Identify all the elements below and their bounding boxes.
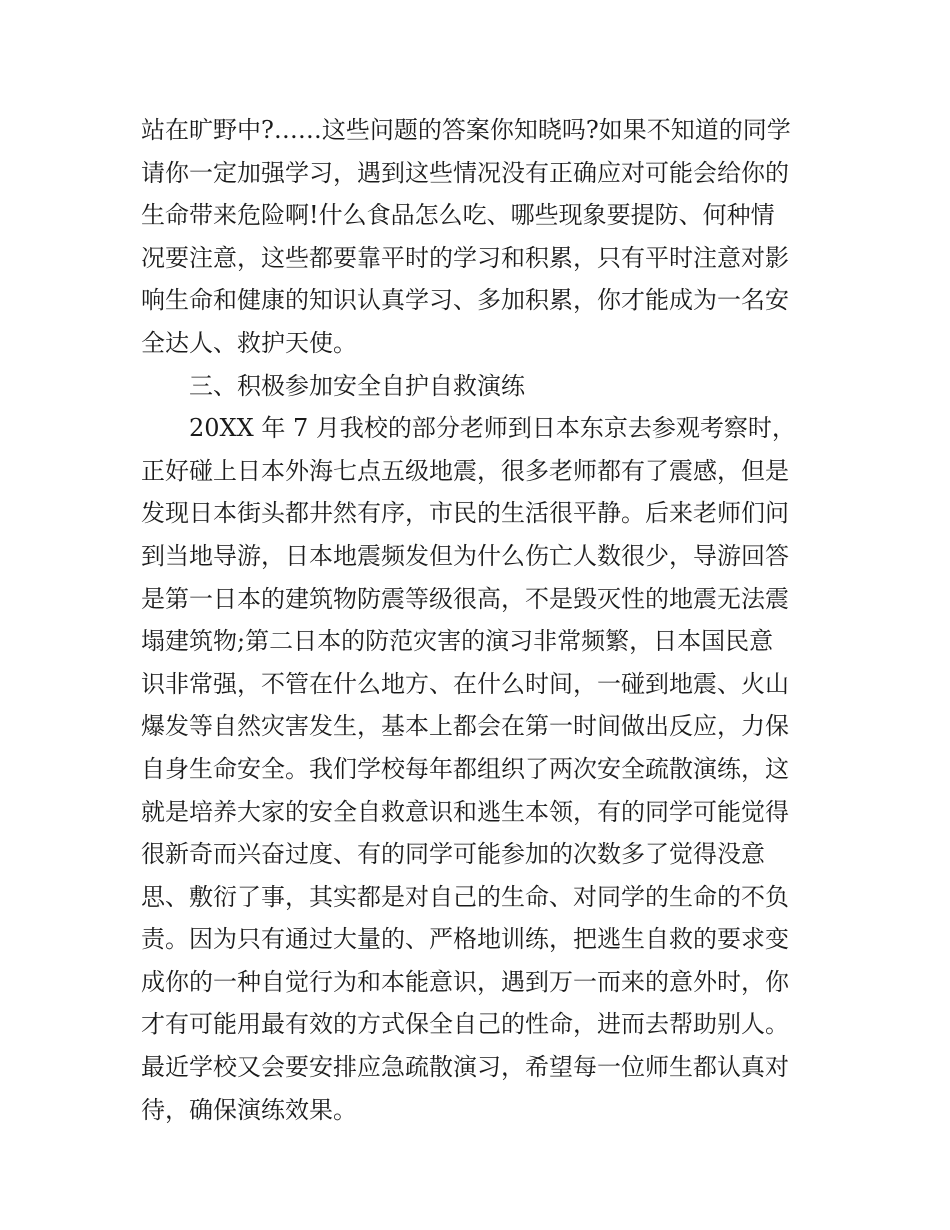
text-line: 响生命和健康的知识认真学习、多加积累，你才能成为一名安 — [141, 286, 789, 315]
text-line: 自身生命安全。我们学校每年都组织了两次安全疏散演练，这 — [141, 754, 789, 783]
text-line: 成你的一种自觉行为和本能意识，遇到万一而来的意外时，你 — [141, 967, 789, 996]
text-line: 全达人、救护天使。 — [141, 328, 357, 357]
text-line: 责。因为只有通过大量的、严格地训练，把逃生自救的要求变 — [141, 925, 789, 954]
document-body — [141, 109, 821, 1131]
text-line: 到当地导游，日本地震频发但为什么伤亡人数很少，导游回答 — [141, 541, 789, 570]
text-line: 发现日本街头都井然有序，市民的生活很平静。后来老师们问 — [141, 499, 789, 528]
text-line: 就是培养大家的安全自救意识和逃生本领，有的同学可能觉得 — [141, 797, 789, 826]
text-line: 正好碰上日本外海七点五级地震，很多老师都有了震感，但是 — [141, 456, 789, 485]
text-line: 生命带来危险啊!什么食品怎么吃、哪些现象要提防、何种情 — [141, 201, 775, 230]
text-line: 最近学校又会要安排应急疏散演习，希望每一位师生都认真对 — [141, 1053, 789, 1082]
text-line: 思、敷衍了事，其实都是对自己的生命、对同学的生命的不负 — [141, 882, 789, 911]
text-line: 站在旷野中?……这些问题的答案你知晓吗?如果不知道的同学 — [141, 116, 791, 144]
text-line: 是第一日本的建筑物防震等级很高，不是毁灭性的地震无法震 — [141, 584, 789, 613]
text-line: 才有可能用最有效的方式保全自己的性命，进而去帮助别人。 — [141, 1010, 789, 1039]
text-line: 待，确保演练效果。 — [141, 1095, 357, 1124]
text-line: 况要注意，这些都要靠平时的学习和积累，只有平时注意对影 — [141, 243, 789, 272]
paragraph-start-line: 20XX 年 7 月我校的部分老师到日本东京去参观考察时， — [189, 414, 796, 443]
paragraph-start-line: 三、积极参加安全自护自救演练 — [189, 371, 525, 400]
text-line: 很新奇而兴奋过度、有的同学可能参加的次数多了觉得没意 — [141, 840, 765, 869]
text-line: 爆发等自然灾害发生，基本上都会在第一时间做出反应，力保 — [141, 712, 789, 741]
text-line: 识非常强，不管在什么地方、在什么时间，一碰到地震、火山 — [141, 669, 789, 698]
text-line: 塌建筑物;第二日本的防范灾害的演习非常频繁，日本国民意 — [141, 627, 774, 656]
text-line: 请你一定加强学习，遇到这些情况没有正确应对可能会给你的 — [141, 158, 789, 187]
